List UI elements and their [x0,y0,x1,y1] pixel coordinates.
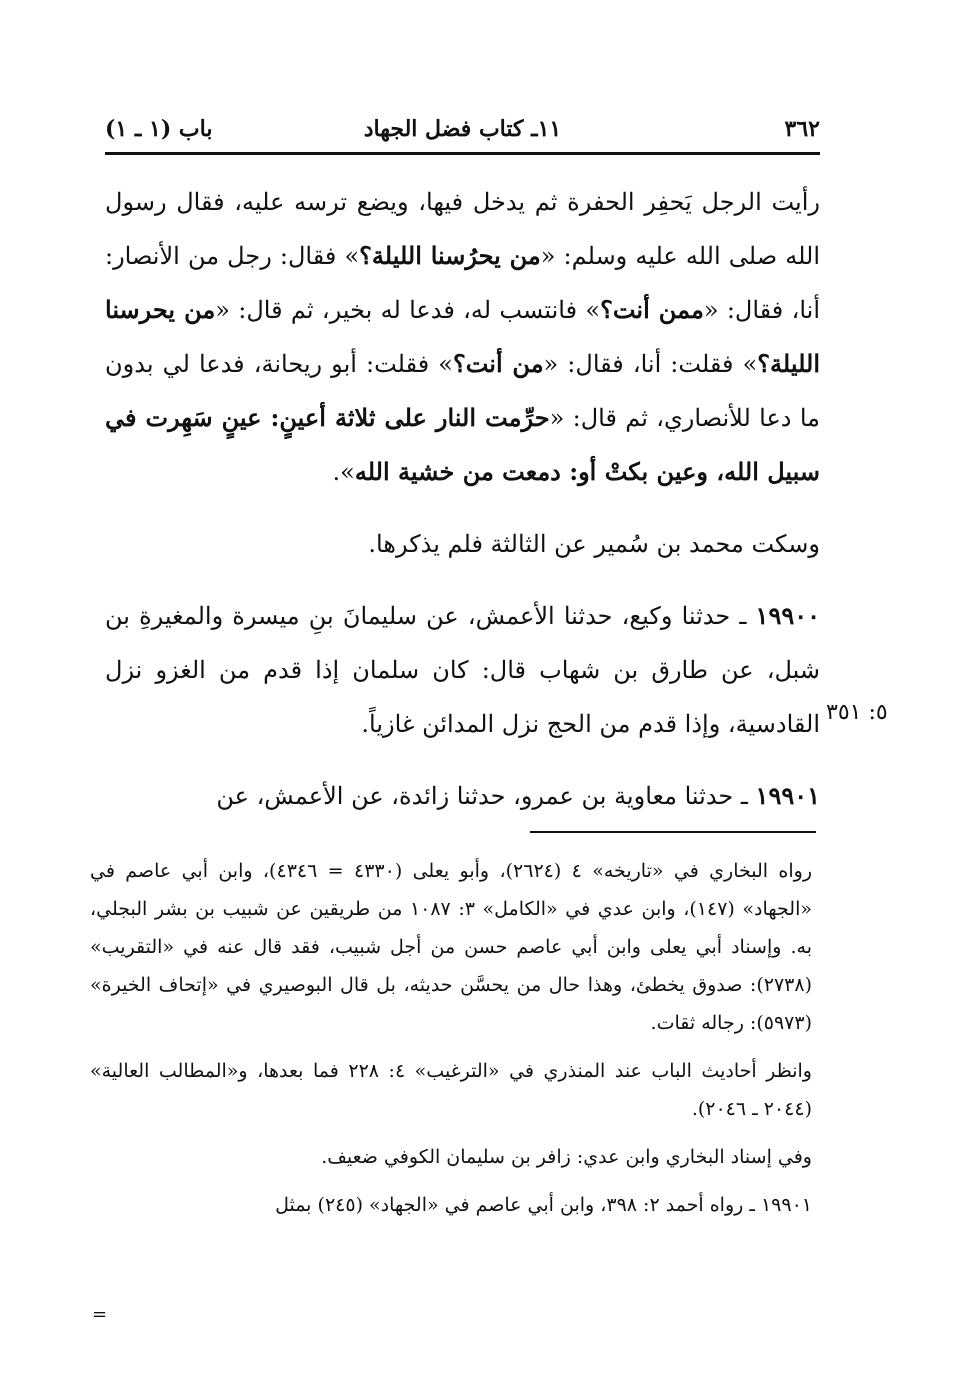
bold-quote: ممن أنت؟ [600,295,704,324]
text-run: » فقلت: أبو ريحانة، فدعا لي بدون ما دعا للأنصاري، ثم قال: « [105,350,820,432]
continuation-mark: = [92,1304,108,1325]
text-run: وسكت محمد بن سُمير عن الثالثة فلم يذكرها. [368,530,820,558]
hadith-continuation [105,175,820,499]
footnote: وفي إسناد البخاري وابن عدي: زافر بن سليمان الكوفي ضعيف. [321,1146,812,1168]
footnote: ١٩٩٠١ ـ رواه أحمد ٢: ٣٩٨، وابن أبي عاصم في «الجهاد» (٢٤٥) بمثل [275,1194,812,1216]
text-run: رأيت الرجل يَحفِر الحفرة ثم يدخل فيها، ويضع ترسه عليه، فقال رسول الله صلى الله عليه وسلم: « [105,188,821,270]
text-run: » فقلت: أنا، فقال: « [543,350,758,378]
main-text [105,175,820,823]
hadith-number: ١٩٩٠٠ [755,601,820,630]
footnote: وانظر أحاديث الباب عند المنذري في «الترغيب» ٤: ٢٢٨ فما بعدها، و«المطالب العالية» (٢٠٤٤ ـ ٢٠٤٦). [90,1060,812,1120]
section-label: باب (١ ـ ١) [105,116,213,142]
bold-quote: من يحرسنا الليلة؟ [105,295,820,378]
narrator-note [105,517,820,571]
chapter-title: ١١ـ كتاب فضل الجهاد [363,116,562,142]
hadith-19900 [105,589,820,751]
bold-quote: من أنت؟ [452,349,544,378]
bold-quote: من يحرُسنا الليلة؟ [359,241,541,270]
hadith-text: ـ حدثنا وكيع، حدثنا الأعمش، عن سليمانَ بنِ ميسرة والمغيرةِ بن شبل، عن طارق بن شهاب قال: كان سلمان إذا قدم من الغزو نزل القادسية، وإذا قدم من الحج نزل المدائن غازياً. [105,602,820,738]
hadith-text: ـ حدثنا معاوية بن عمرو، حدثنا زائدة، عن الأعمش، عن [216,782,756,810]
text-run: ». [332,458,355,486]
hadith-number: ١٩٩٠١ [755,781,820,810]
hadith-19901 [105,769,820,823]
bold-quote: حرِّمت النار على ثلاثة أعينٍ: عينٍ سَهِرت في سبيل الله، وعين بكتْ أو: دمعت من خشية الله [105,403,820,486]
running-header [105,110,820,155]
footnote: رواه البخاري في «تاريخه» ٤ (٢٦٢٤)، وأبو يعلى (٤٣٣٠ = ٤٣٤٦)، وابن أبي عاصم في «الجهاد» (١٤٧)، وابن عدي في «الكامل» ٣: ١٠٨٧ من طريقين عن شبيب بن بشر البجلي، به. وإسناد أبي يعلى وابن أبي عاصم حسن من أجل شبيب، فقد قال عنه في «التقريب» (٢٧٣٨): صدوق يخطئ، وهذا حال من يحسَّن حديثه، بل قال البوصيري في «إتحاف الخيرة» (٥٩٧٣): رجاله ثقات. [90,860,813,1034]
text-run: » فانتسب له، فدعا له بخير، ثم قال: « [215,296,601,324]
text-run: » فقال: رجل من الأنصار: أنا، فقال: « [105,242,821,324]
footnotes [90,852,812,1234]
footnote-divider [530,831,816,833]
page-number: ٣٦٢ [784,116,820,142]
margin-reference: ٥: ٣٥١ [826,700,888,725]
